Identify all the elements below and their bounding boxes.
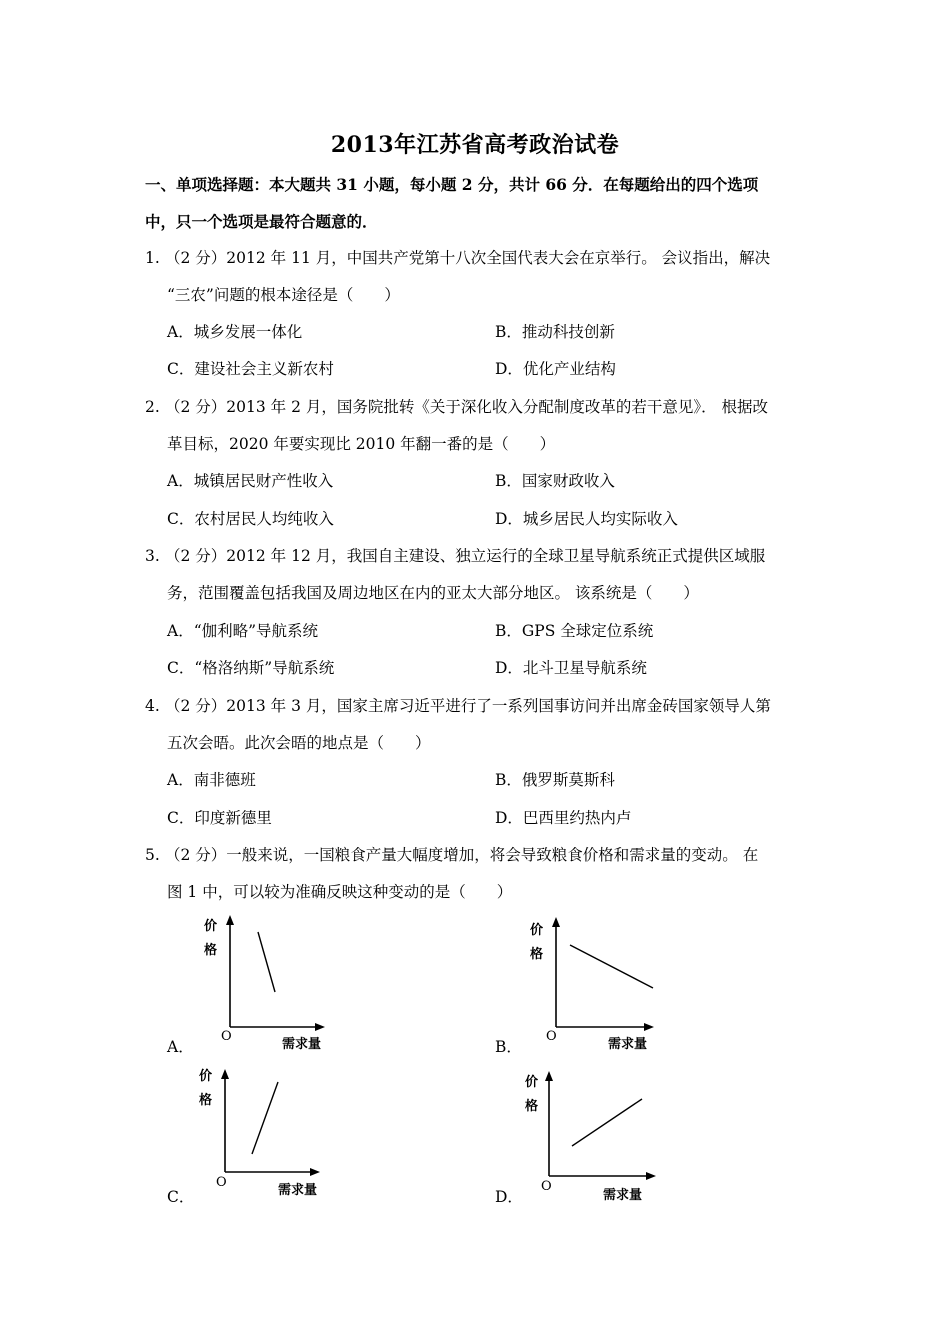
x-axis-arrow-icon — [310, 1168, 320, 1176]
question-number: 1. — [145, 249, 160, 267]
origin-label: O — [541, 1179, 552, 1194]
question-number: 3. — [145, 547, 160, 565]
question-3-stem-cont: 务，范围覆盖包括我国及周边地区在内的亚太大部分地区。 该系统是（ ） — [167, 584, 699, 602]
question-5-option-b[interactable]: B． — [495, 1038, 522, 1056]
question-text: （2 分）一般来说，一国粮食产量大幅度增加，将会导致粮食价格和需求量的变动。 在 — [165, 846, 759, 864]
y-label-1: 价 — [199, 1069, 213, 1084]
question-text: （2 分）2013 年 3 月，国家主席习近平进行了一系列国事访问并出席金砖国家领导人第 — [165, 697, 771, 715]
question-1-option-b[interactable]: B．推动科技创新 — [495, 323, 615, 341]
x-label: 需求量 — [603, 1188, 643, 1203]
question-3-option-a[interactable]: A．“伽利略”导航系统 — [167, 622, 319, 640]
question-1-option-d[interactable]: D．优化产业结构 — [495, 360, 616, 378]
question-4-stem-cont: 五次会晤。此次会晤的地点是（ ） — [167, 734, 431, 752]
question-2-option-b[interactable]: B．国家财政收入 — [495, 472, 615, 490]
demand-line — [570, 945, 653, 988]
y-axis-arrow-icon — [221, 1069, 229, 1079]
question-5-stem — [145, 837, 813, 874]
x-axis-arrow-icon — [644, 1023, 654, 1031]
page-title: 2013年江苏省高考政治试卷 — [330, 132, 620, 158]
graph-b — [518, 912, 668, 1058]
question-4-stem — [145, 688, 813, 725]
graph-a — [190, 912, 340, 1058]
question-3-stem — [145, 538, 813, 575]
demand-line — [258, 932, 275, 992]
question-number: 5. — [145, 846, 160, 864]
question-4-option-d[interactable]: D．巴西里约热内卢 — [495, 809, 632, 827]
x-label: 需求量 — [282, 1037, 322, 1052]
y-axis-arrow-icon — [226, 915, 234, 925]
y-label-2: 格 — [199, 1093, 213, 1108]
question-1-stem — [145, 240, 813, 277]
y-label-2: 格 — [204, 943, 218, 958]
question-number: 4. — [145, 697, 160, 715]
question-1-option-c[interactable]: C．建设社会主义新农村 — [167, 360, 334, 378]
y-label-2: 格 — [530, 947, 544, 962]
graph-c — [190, 1062, 340, 1208]
origin-label: O — [546, 1029, 557, 1044]
y-label-2: 格 — [525, 1099, 539, 1114]
y-label-1: 价 — [204, 919, 218, 934]
x-axis-arrow-icon — [315, 1023, 325, 1031]
question-5-option-c[interactable]: C． — [167, 1188, 195, 1206]
question-2-option-d[interactable]: D．城乡居民人均实际收入 — [495, 510, 678, 528]
question-2-option-c[interactable]: C．农村居民人均纯收入 — [167, 510, 334, 528]
question-3-option-d[interactable]: D．北斗卫星导航系统 — [495, 659, 647, 677]
question-2-stem-cont: 革目标，2020 年要实现比 2010 年翻一番的是（ ） — [167, 435, 556, 453]
x-axis-arrow-icon — [646, 1172, 656, 1180]
question-2-stem — [145, 389, 813, 426]
question-5-stem-cont: 图 1 中，可以较为准确反映这种变动的是（ ） — [167, 883, 513, 901]
question-5-option-a[interactable]: A． — [167, 1038, 194, 1056]
question-text: （2 分）2013 年 2 月，国务院批转《关于深化收入分配制度改革的若干意见》． 根据改 — [165, 398, 769, 416]
section-instruction-line1: 一、单项选择题：本大题共 31 小题，每小题 2 分，共计 66 分．在每题给出的四个选项 — [145, 175, 759, 194]
question-4-option-a[interactable]: A．南非德班 — [167, 771, 256, 789]
y-label-1: 价 — [530, 923, 544, 938]
question-4-option-b[interactable]: B．俄罗斯莫斯科 — [495, 771, 615, 789]
question-text: （2 分）2012 年 12 月，我国自主建设、独立运行的全球卫星导航系统正式提供区域服 — [165, 547, 766, 565]
question-number: 2. — [145, 398, 160, 416]
section-instruction-line2: 中，只一个选项是最符合题意的． — [145, 212, 378, 231]
demand-line — [252, 1082, 278, 1154]
y-axis-arrow-icon — [545, 1071, 553, 1081]
question-4-option-c[interactable]: C．印度新德里 — [167, 809, 272, 827]
question-5-option-d[interactable]: D． — [495, 1188, 523, 1206]
y-label-1: 价 — [525, 1075, 539, 1090]
question-3-option-b[interactable]: B．GPS 全球定位系统 — [495, 622, 654, 640]
x-label: 需求量 — [278, 1183, 318, 1198]
demand-line — [572, 1099, 642, 1146]
origin-label: O — [216, 1175, 227, 1190]
question-2-option-a[interactable]: A．城镇居民财产性收入 — [167, 472, 334, 490]
graph-d — [518, 1062, 668, 1208]
y-axis-arrow-icon — [552, 917, 560, 927]
question-3-option-c[interactable]: C．“格洛纳斯”导航系统 — [167, 659, 335, 677]
x-label: 需求量 — [608, 1037, 648, 1052]
question-text: （2 分）2012 年 11 月，中国共产党第十八次全国代表大会在京举行。 会议指出，解决 — [165, 249, 771, 267]
origin-label: O — [221, 1029, 232, 1044]
question-1-stem-cont: “三农”问题的根本途径是（ ） — [167, 286, 400, 304]
question-1-option-a[interactable]: A．城乡发展一体化 — [167, 323, 303, 341]
